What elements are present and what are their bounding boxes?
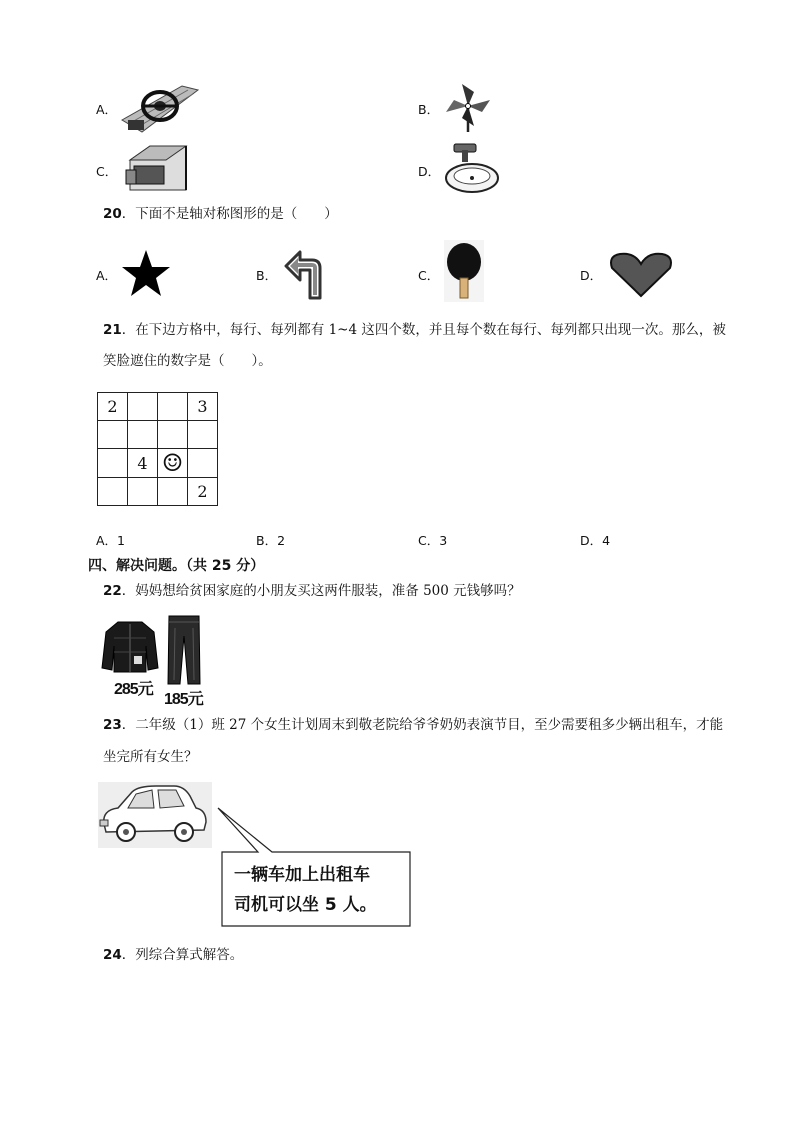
bubble-line2: 司机可以坐 5 人。 — [234, 895, 377, 915]
grid-cell — [158, 421, 188, 449]
turn-left-arrow-icon — [282, 250, 324, 300]
q21-text-line2: 笑脸遮住的数字是（ ）。 — [103, 353, 272, 369]
grid-cell — [98, 449, 128, 478]
q21-option-c: C．3 — [418, 533, 448, 548]
grid-cell: 4 — [128, 449, 158, 478]
bubble-line1: 一辆车加上出租车 — [234, 865, 370, 885]
q21-option-a: A．1 — [96, 533, 126, 548]
jacket-price: 285元 — [114, 681, 153, 698]
q21-option-b: B．2 — [256, 533, 286, 548]
grid-cell — [158, 393, 188, 421]
number-grid — [97, 392, 218, 506]
q19-option-a-letter: A． — [96, 102, 118, 117]
q24-text: 24．列综合算式解答。 — [103, 947, 244, 963]
heart-icon — [608, 252, 674, 298]
q23-number: 23 — [103, 717, 122, 733]
q20-option-d-letter: D． — [580, 268, 603, 283]
q19-option-b-letter: B． — [418, 102, 440, 117]
grid-cell — [128, 478, 158, 506]
q19-option-c-letter: C． — [96, 164, 118, 179]
drawer-icon — [120, 142, 188, 194]
steering-wheel-icon — [120, 82, 200, 134]
grid-cell — [128, 421, 158, 449]
grid-cell — [98, 478, 128, 506]
ping-pong-paddle-icon — [444, 240, 484, 302]
grid-cell: 3 — [188, 393, 218, 421]
grid-cell — [158, 478, 188, 506]
pants-icon — [166, 614, 202, 686]
q21-text-line1: 21．在下边方格中，每行、每列都有 1~4 这四个数，并且每个数在每行、每列都只出现一次。那么，被 — [103, 322, 726, 338]
q20-text: 20．下面不是轴对称图形的是（ ） — [103, 206, 338, 222]
grid-cell: 2 — [188, 478, 218, 506]
grid-cell — [98, 421, 128, 449]
grid-cell — [128, 393, 158, 421]
q21-number: 21 — [103, 322, 122, 338]
pants-price: 185元 — [164, 691, 203, 708]
smiley-face-icon: ☺ — [158, 449, 188, 478]
q23-text-line1: 23．二年级（1）班 27 个女生计划周末到敬老院给爷爷奶奶表演节目，至少需要租多少辆出租车，才能 — [103, 717, 724, 733]
q23-text-line2: 坐完所有女生？ — [103, 749, 198, 765]
q22-text: 22．妈妈想给贫困家庭的小朋友买这两件服装，准备 500 元钱够吗？ — [103, 583, 521, 599]
q21-option-d: D．4 — [580, 533, 611, 548]
q24-number: 24 — [103, 947, 122, 963]
jacket-icon — [100, 618, 160, 674]
q22-number: 22 — [103, 583, 122, 599]
q20-option-b-letter: B． — [256, 268, 278, 283]
q20-option-c-letter: C． — [418, 268, 440, 283]
grid-cell: 2 — [98, 393, 128, 421]
q20-number: 20 — [103, 206, 122, 222]
taxi-car-icon — [98, 782, 212, 848]
grid-cell — [188, 421, 218, 449]
section-title: 四、解决问题。（共 25 分） — [88, 558, 265, 574]
grid-cell — [188, 449, 218, 478]
q19-option-d-letter: D． — [418, 164, 441, 179]
star-icon — [120, 248, 172, 298]
pinwheel-icon — [444, 82, 494, 134]
faucet-basin-icon — [444, 140, 500, 196]
q20-option-a-letter: A． — [96, 268, 118, 283]
